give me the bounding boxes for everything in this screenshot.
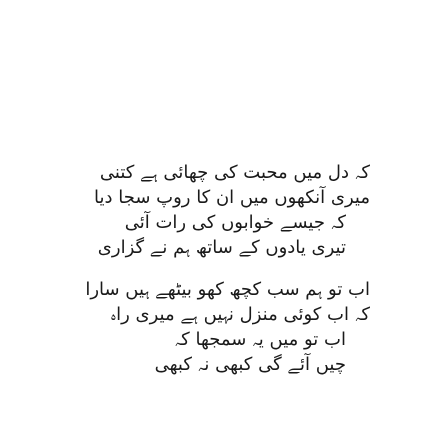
stanza-2-line-1: ﺍﺏ ﺗﻮ ﮨﻢ ﺳﺐ ﮐﭽﮫ ﮐﮭﻮ ﺑﯿﭩﮭﮯ ﮨﯿﮟ ﺳﺎﺭﺍ <box>85 279 370 300</box>
stanza-2-line-4: ﭼﯿﮟ ﺁﺋﮯ ﮔﯽ ﮐﺒﮭﯽ ﻧﮧ ﮐﺒﮭﯽ <box>154 354 346 375</box>
stanza-2 <box>60 277 370 377</box>
stanza-1-line-4: ﺗﯿﺮﯼ ﯾﺎﺩﻭﮞ ﮐﮯ ﺳﺎﺗﮫ ﮨﻢ ﻧﮯ ﮔﺰﺍﺭﯼ <box>97 237 346 258</box>
stanza-1-line-2: ﻣﯿﺮﯼ ﺁﻧﮑﮭﻮﮞ ﻣﯿﮟ ﺍﻥ ﮐﺎ ﺭﻭﭖ ﺳﺠﺎ ﺩﯾﺎ <box>94 187 370 208</box>
stanza-1-line-3: ﮐﮧ ﺟﯿﺴﮯ ﺧﻮﺍﺑﻮﮞ ﮐﯽ ﺭﺍﺕ ﺁﺋﯽ <box>124 212 346 233</box>
stanza-2-line-2: ﮐﮧ ﺍﺏ ﮐﻮﺋﯽ ﻣﻨﺰﻝ ﻧﮩﯿﮟ ﮨﮯ ﻣﯿﺮﯼ ﺭﺍﮦ <box>110 304 370 325</box>
stanza-2-line-3: ﺍﺏ ﺗﻮ ﻣﯿﮟ ﯾﮧ ﺳﻤﺠﮭﺎ ﮐﮧ <box>174 329 346 350</box>
stanza-1 <box>60 160 370 260</box>
stanza-1-line-1: ﮐﮧ ﺩﻝ ﻣﯿﮟ ﻣﺤﺒﺖ ﮐﯽ ﭼﮭﺎﺋﯽ ﮨﮯ ﮐﺘﻨﯽ <box>99 162 370 183</box>
